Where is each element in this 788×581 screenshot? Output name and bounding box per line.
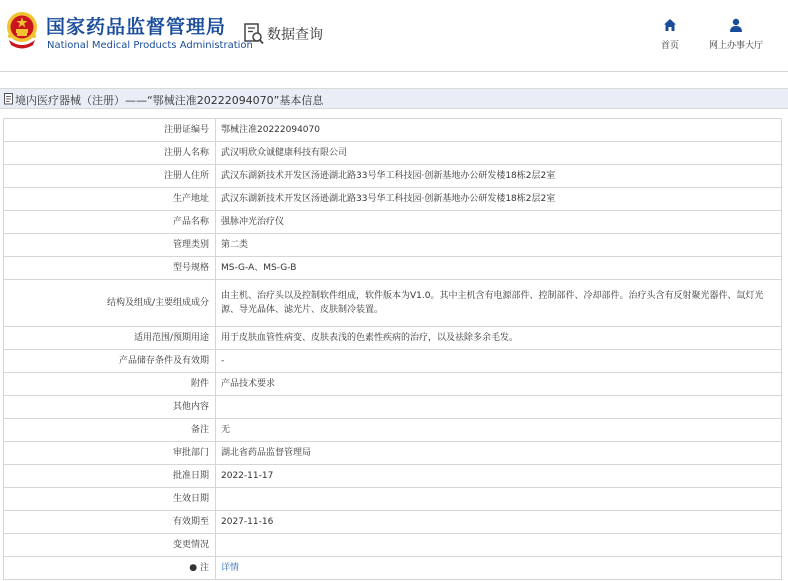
table-row bbox=[4, 211, 782, 234]
table-row bbox=[4, 257, 782, 280]
nav-home-button[interactable] bbox=[652, 18, 688, 51]
national-emblem-icon bbox=[5, 10, 39, 50]
home-icon bbox=[663, 18, 677, 32]
table-row bbox=[4, 373, 782, 396]
table-row bbox=[4, 557, 782, 580]
row-label: 变更情况 bbox=[4, 534, 216, 557]
row-value: 武汉东湖新技术开发区汤逊湖北路33号华工科技园·创新基地办公研发楼18栋2层2室 bbox=[216, 165, 782, 188]
user-icon bbox=[729, 18, 743, 32]
header-divider bbox=[0, 71, 788, 72]
row-label: ● 注 bbox=[4, 557, 216, 580]
row-label: 注册人名称 bbox=[4, 142, 216, 165]
row-value: 2022-11-17 bbox=[216, 465, 782, 488]
row-value: MS-G-A、MS-G-B bbox=[216, 257, 782, 280]
table-row bbox=[4, 465, 782, 488]
row-value: 鄂械注准20222094070 bbox=[216, 119, 782, 142]
table-row bbox=[4, 188, 782, 211]
row-value: 由主机、治疗头以及控制软件组成，软件版本为V1.0。其中主机含有电源部件、控制部件、冷却部件。治疗头含有反射聚光器件、氙灯光源、导光晶体、滤光片、皮肤制冷装置。 bbox=[216, 280, 782, 327]
row-label: 附件 bbox=[4, 373, 216, 396]
nav-home-label: 首页 bbox=[660, 41, 679, 51]
row-label: 备注 bbox=[4, 419, 216, 442]
row-label: 批准日期 bbox=[4, 465, 216, 488]
row-label: 适用范围/预期用途 bbox=[4, 327, 216, 350]
table-row bbox=[4, 419, 782, 442]
record-title: 境内医疗器械（注册）——“鄂械注准20222094070”基本信息 bbox=[15, 94, 324, 107]
row-label: 结构及组成/主要组成成分 bbox=[4, 280, 216, 327]
document-icon bbox=[4, 93, 14, 105]
data-query-label[interactable]: 数据查询 bbox=[267, 27, 323, 43]
table-row bbox=[4, 511, 782, 534]
row-value: 产品技术要求 bbox=[216, 373, 782, 396]
site-header bbox=[0, 0, 788, 70]
row-label: 其他内容 bbox=[4, 396, 216, 419]
nav-online-hall-label: 网上办事大厅 bbox=[708, 41, 763, 51]
nav-online-hall-button[interactable] bbox=[703, 18, 769, 51]
data-query-icon bbox=[244, 23, 264, 45]
table-row bbox=[4, 327, 782, 350]
record-title-bar bbox=[0, 88, 788, 109]
row-value: 湖北省药品监督管理局 bbox=[216, 442, 782, 465]
table-row bbox=[4, 142, 782, 165]
row-value bbox=[216, 534, 782, 557]
table-row bbox=[4, 234, 782, 257]
row-label: 注册人住所 bbox=[4, 165, 216, 188]
row-label: 产品储存条件及有效期 bbox=[4, 350, 216, 373]
row-label: 审批部门 bbox=[4, 442, 216, 465]
table-row bbox=[4, 396, 782, 419]
row-value: 用于皮肤血管性病变、皮肤表浅的色素性疾病的治疗，以及祛除多余毛发。 bbox=[216, 327, 782, 350]
site-name-cn: 国家药品监督管理局 bbox=[46, 16, 227, 38]
table-row bbox=[4, 534, 782, 557]
row-value: 2027-11-16 bbox=[216, 511, 782, 534]
device-info-table bbox=[3, 118, 782, 580]
site-name-en: National Medical Products Administration bbox=[47, 40, 253, 51]
row-value: 武汉东湖新技术开发区汤逊湖北路33号华工科技园·创新基地办公研发楼18栋2层2室 bbox=[216, 188, 782, 211]
table-row bbox=[4, 488, 782, 511]
table-row bbox=[4, 442, 782, 465]
table-row bbox=[4, 350, 782, 373]
row-label: 注册证编号 bbox=[4, 119, 216, 142]
row-label: 生效日期 bbox=[4, 488, 216, 511]
row-value: 无 bbox=[216, 419, 782, 442]
row-label: 管理类别 bbox=[4, 234, 216, 257]
row-label: 产品名称 bbox=[4, 211, 216, 234]
row-value: 强脉冲光治疗仪 bbox=[216, 211, 782, 234]
table-row bbox=[4, 280, 782, 327]
row-label: 有效期至 bbox=[4, 511, 216, 534]
row-value: - bbox=[216, 350, 782, 373]
row-label: 生产地址 bbox=[4, 188, 216, 211]
table-row bbox=[4, 119, 782, 142]
row-value bbox=[216, 488, 782, 511]
details-link[interactable]: 详情 bbox=[221, 563, 240, 573]
row-value bbox=[216, 396, 782, 419]
row-label: 型号规格 bbox=[4, 257, 216, 280]
table-row bbox=[4, 165, 782, 188]
row-value: 第二类 bbox=[216, 234, 782, 257]
row-value: 武汉明欣众诚健康科技有限公司 bbox=[216, 142, 782, 165]
